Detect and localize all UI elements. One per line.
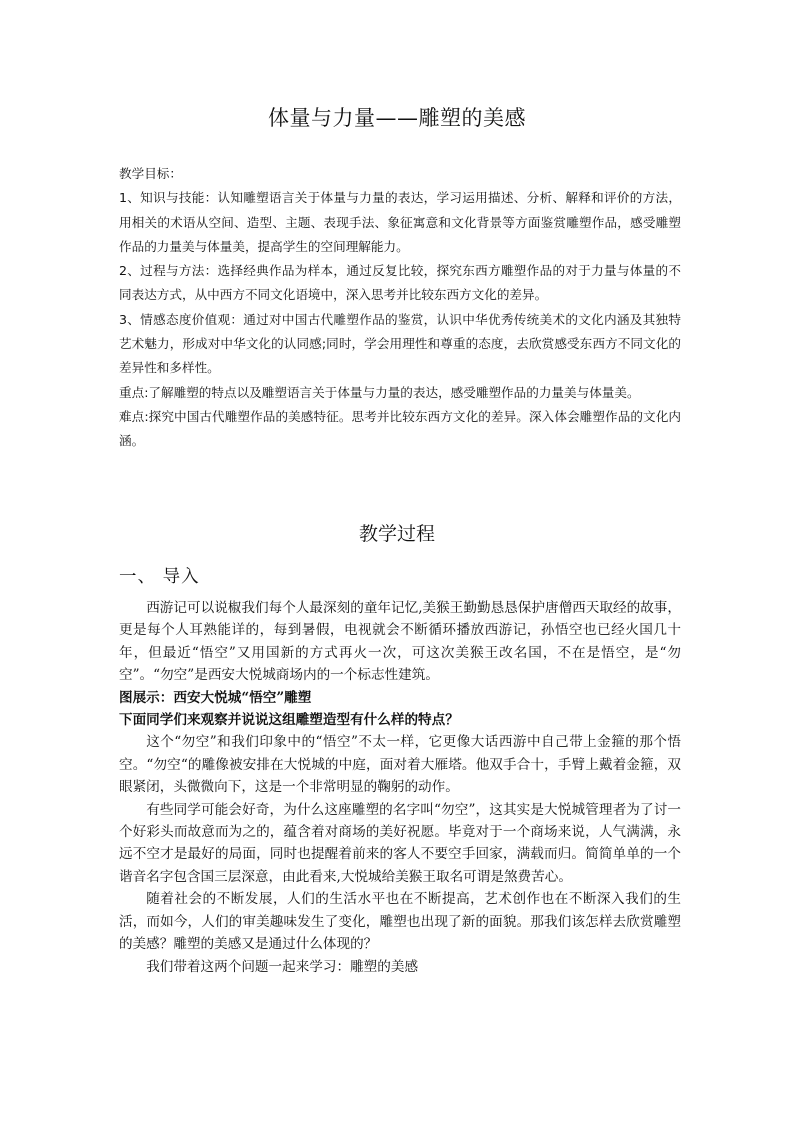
objectives-label: 教学目标：: [119, 166, 182, 181]
objective-item-knowledge: 1、知识与技能：认知雕塑语言关于体量与力量的表达，学习运用描述、分析、解释和评价的方法，用相关的术语从空间、造型、主题、表现手法、象征寓意和文化背景等方面鉴赏雕塑作品，感受雕塑作品的力量美与体量美，提高学生的空间理解能力。: [119, 190, 681, 254]
key-point: 重点:了解雕塑的特点以及雕塑语言关于体量与力量的表达，感受雕塑作品的力量美与体量美。: [119, 384, 640, 400]
intro-body: [119, 597, 681, 978]
objective-item-process: 2、过程与方法：选择经典作品为样本，通过反复比较，探究东西方雕塑作品的对于力量与体量的不同表达方式，从中西方不同文化语境中，深入思考并比较东西方文化的差异。: [119, 263, 681, 303]
difficulty-point: 难点:探究中国古代雕塑作品的美感特征。思考并比较东西方文化的差异。深入体会雕塑作品的文化内涵。: [119, 408, 681, 449]
intro-paragraph-4: 随着社会的不断发展，人们的生活水平也在不断提高，艺术创作也在不断深入我们的生活，而如今，人们的审美趣味发生了变化，雕塑也出现了新的面貌。那我们该怎样去欣赏雕塑的美感？雕塑的美感又是通过什么体现的？: [119, 891, 681, 953]
figure-caption: 图展示：西安大悦城“悟空”雕塑: [119, 689, 312, 706]
document-title: 体量与力量——雕塑的美感: [268, 106, 526, 130]
intro-paragraph-1: 西游记可以说椒我们每个人最深刻的童年记忆,美猴王勤勤恳恳保护唐僧西天取经的故事，更是每个人耳熟能详的，每到暑假，电视就会不断循环播放西游记，孙悟空也已经火国几十年，但最近“悟空”又用国新的方式再火一次，可这次美猴王改名国，不在是悟空，是“勿空”。“勿空”是西安大悦城商场内的一个标志性建筑。: [119, 600, 681, 684]
process-title: 教学过程: [358, 523, 435, 545]
intro-paragraph-3: 有些同学可能会好奇，为什么这座雕塑的名字叫“勿空”，这其实是大悦城管理者为了讨一个好彩头而故意而为之的，蕴含着对商场的美好祝愿。毕竟对于一个商场来说，人气满满，永远不空才是最好的局面，同时也提醒着前来的客人不要空手回家，满载而归。简简单单的一个谐音名字包含国三层深意，由此看来,大悦城给美猴王取名可谓是煞费苦心。: [119, 801, 681, 885]
intro-paragraph-2: 这个“勿空”和我们印象中的“悟空”不太一样，它更像大话西游中自己带上金箍的那个悟空。“勿空“的雕像被安排在大悦城的中庭，面对着大雁塔。他双手合十，手臂上戴着金箍，双眼紧闭，头微微向下，这是一个非常明显的鞠躬的动作。: [119, 734, 681, 796]
teaching-objectives: [119, 162, 681, 454]
intro-paragraph-5: 我们带着这两个问题一起来学习：雕塑的美感: [146, 958, 419, 975]
section-heading-intro: 一、 导入: [119, 567, 200, 587]
objective-item-attitude: 3、情感态度价值观：通过对中国古代雕塑作品的鉴赏，认识中华优秀传统美术的文化内涵及其独特艺术魅力，形成对中华文化的认同感;同时，学会用理性和尊重的态度，去欣赏感受东西方不同文化的差异性和多样性。: [119, 311, 681, 376]
discussion-question: 下面同学们来观察并说说这组雕塑造型有什么样的特点？: [119, 712, 459, 729]
